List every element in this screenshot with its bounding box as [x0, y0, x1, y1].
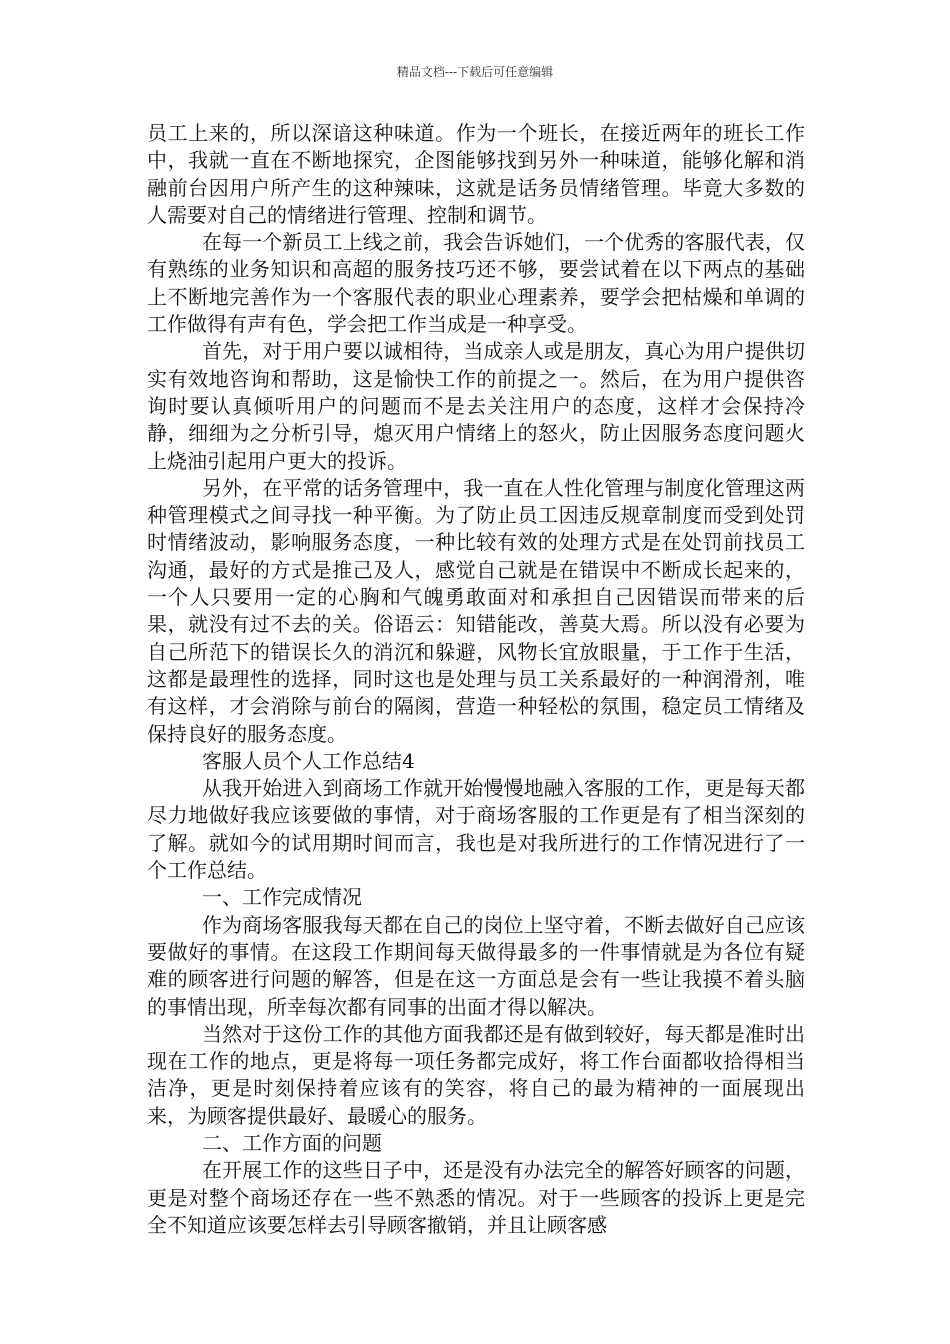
subheading-work-completion: 一、工作完成情况 — [202, 885, 362, 910]
page-header: 精品文档---下载后可任意编辑 — [396, 65, 554, 79]
paragraph-1: 员工上来的，所以深谙这种味道。作为一个班长，在接近两年的班长工作中，我就一直在不断地探究，企图能够找到另外一种味道，能够化解和消融前台因用户所产生的这种辣味，这就是话务员情绪管理。毕竟大多数的人需要对自己的情绪进行管理、控制和调节。 — [147, 121, 805, 227]
paragraph-2: 在每一个新员工上线之前，我会告诉她们，一个优秀的客服代表，仅有熟练的业务知识和高超的服务技巧还不够，要尝试着在以下两点的基础上不断地完善作为一个客服代表的职业心理素养，要学会把枯燥和单调的工作做得有声有色，学会把工作当成是一种享受。 — [147, 230, 805, 337]
section-title: 客服人员个人工作总结4 — [202, 748, 415, 773]
paragraph-4: 另外，在平常的话务管理中，我一直在人性化管理与制度化管理这两种管理模式之间寻找一种平衡。为了防止员工因违反规章制度而受到处罚时情绪波动，影响服务态度，一种比较有效的处理方式是在处罚前找员工沟通，最好的方式是推己及人，感觉自己就是在错误中不断成长起来的，一个人只要用一定的心胸和气魄勇敢面对和承担自己因错误而带来的后果，就没有过不去的关。俗语云：知错能改，善莫大焉。所以没有必要为自己所范下的错误长久的消沉和躲避，风物长宜放眼量，于工作于生活，这都是最理性的选择，同时这也是处理与员工关系最好的一种润滑剂，唯有这样，才会消除与前台的隔阂，营造一种轻松的氛围，稳定员工情绪及保持良好的服务态度。 — [147, 475, 805, 746]
paragraph-8: 在开展工作的这些日子中，还是没有办法完全的解答好顾客的问题，更是对整个商场还存在一些不熟悉的情况。对于一些顾客的投诉上更是完全不知道应该要怎样去引导顾客撤销，并且让顾客感 — [147, 1158, 805, 1237]
paragraph-5: 从我开始进入到商场工作就开始慢慢地融入客服的工作，更是每天都尽力地做好我应该要做的事情，对于商场客服的工作更是有了相当深刻的了解。就如今的试用期时间而言，我也是对我所进行的工作情况进行了一个工作总结。 — [147, 776, 805, 883]
paragraph-3: 首先，对于用户要以诚相待，当成亲人或是朋友，真心为用户提供切实有效地咨询和帮助，这是愉快工作的前提之一。然后，在为用户提供咨询时要认真倾听用户的问题而不是去关注用户的态度，这样才会保持冷静，细细为之分析引导，熄灭用户情绪上的怒火，防止因服务态度问题火上烧油引起用户更大的投诉。 — [147, 339, 805, 473]
subheading-work-problems: 二、工作方面的问题 — [202, 1130, 382, 1155]
document-body — [147, 120, 805, 1239]
paragraph-6: 作为商场客服我每天都在自己的岗位上坚守着，不断去做好自己应该要做好的事情。在这段工作期间每天做得最多的一件事情就是为各位有疑难的顾客进行问题的解答，但是在这一方面总是会有一些让我摸不着头脑的事情出现，所幸每次都有同事的出面才得以解决。 — [147, 912, 805, 1019]
paragraph-7: 当然对于这份工作的其他方面我都还是有做到较好，每天都是准时出现在工作的地点，更是将每一项任务都完成好，将工作台面都收拾得相当洁净，更是时刻保持着应该有的笑容，将自己的最为精神的一面展现出来，为顾客提供最好、最暖心的服务。 — [147, 1021, 805, 1128]
